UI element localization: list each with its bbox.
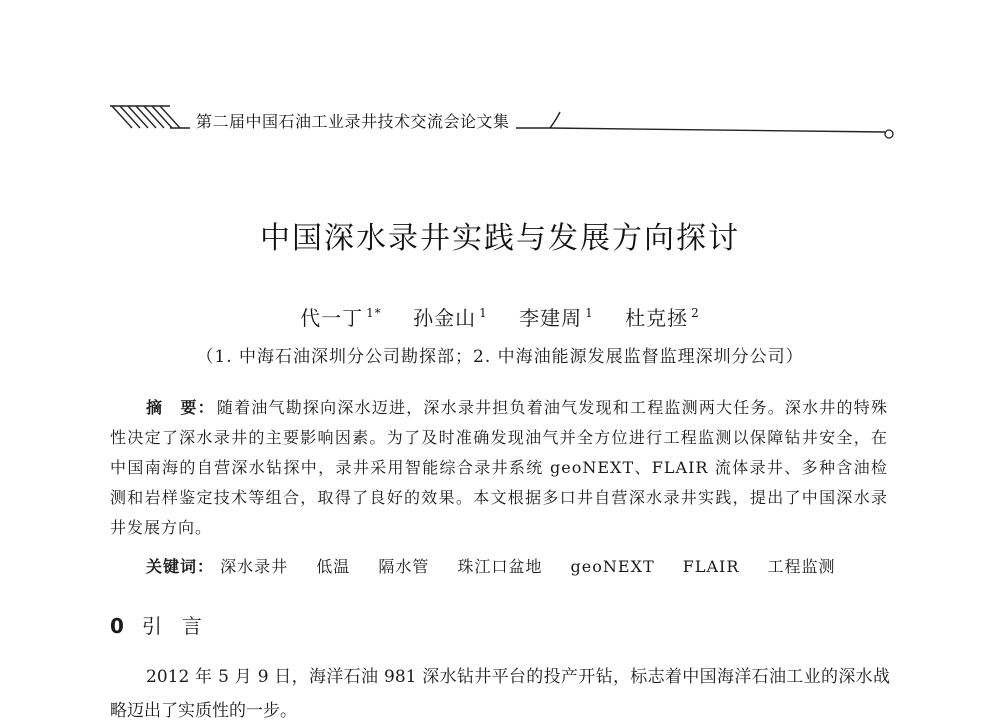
keyword: 工程监测 bbox=[767, 557, 836, 576]
keywords bbox=[146, 554, 886, 577]
abstract-text: 随着油气勘探向深水迈进，深水录井担负着油气发现和工程监测两大任务。深水井的特殊性决定了深水录井的主要影响因素。为了及时准确发现油气并全方位进行工程监测以保障钻井安全，在中国南海的自营深水钻探中，录井采用智能综合录井系统 geoNEXT、FLAIR 流体录井、多种含油检测和岩样鉴定技术等组合，取得了良好的效果。本文根据多口井自营深水录井实践，提出了中国深水录井发展方向。 bbox=[110, 398, 888, 537]
header-title: 第二届中国石油工业录井技术交流会论文集 bbox=[190, 109, 516, 132]
section-number: 0 bbox=[110, 614, 124, 638]
keyword: 珠江口盆地 bbox=[457, 557, 543, 576]
author: 李建周 $^1$ bbox=[519, 306, 594, 330]
paper-title: 中国深水录井实践与发展方向探讨 bbox=[260, 221, 740, 256]
author-list bbox=[0, 302, 1000, 331]
keyword: FLAIR bbox=[682, 557, 740, 576]
author: 杜克拯 $^2$ bbox=[625, 306, 700, 330]
body-paragraph: 2012 年 5 月 9 日，海洋石油 981 深水钻井平台的投产开钻，标志着中国海洋石油工业的深水战略迈出了实质性的一步。 bbox=[110, 667, 890, 721]
keyword: 深水录井 bbox=[220, 557, 289, 576]
section-title: 引言 bbox=[141, 614, 222, 638]
abstract-label: 摘 要： bbox=[146, 398, 215, 417]
keyword: geoNEXT bbox=[570, 557, 655, 576]
section-heading bbox=[110, 610, 222, 639]
author: 孙金山 $^1$ bbox=[413, 306, 488, 330]
keywords-label: 关键词： bbox=[146, 557, 215, 576]
running-header bbox=[110, 98, 900, 142]
keyword: 隔水管 bbox=[378, 557, 430, 576]
affiliation: （1. 中海石油深圳分公司勘探部；2. 中海油能源发展监督监理深圳分公司） bbox=[196, 347, 804, 367]
keyword: 低温 bbox=[316, 557, 351, 576]
abstract bbox=[110, 393, 888, 543]
author: 代一丁 $^{1*}$ bbox=[300, 306, 382, 330]
